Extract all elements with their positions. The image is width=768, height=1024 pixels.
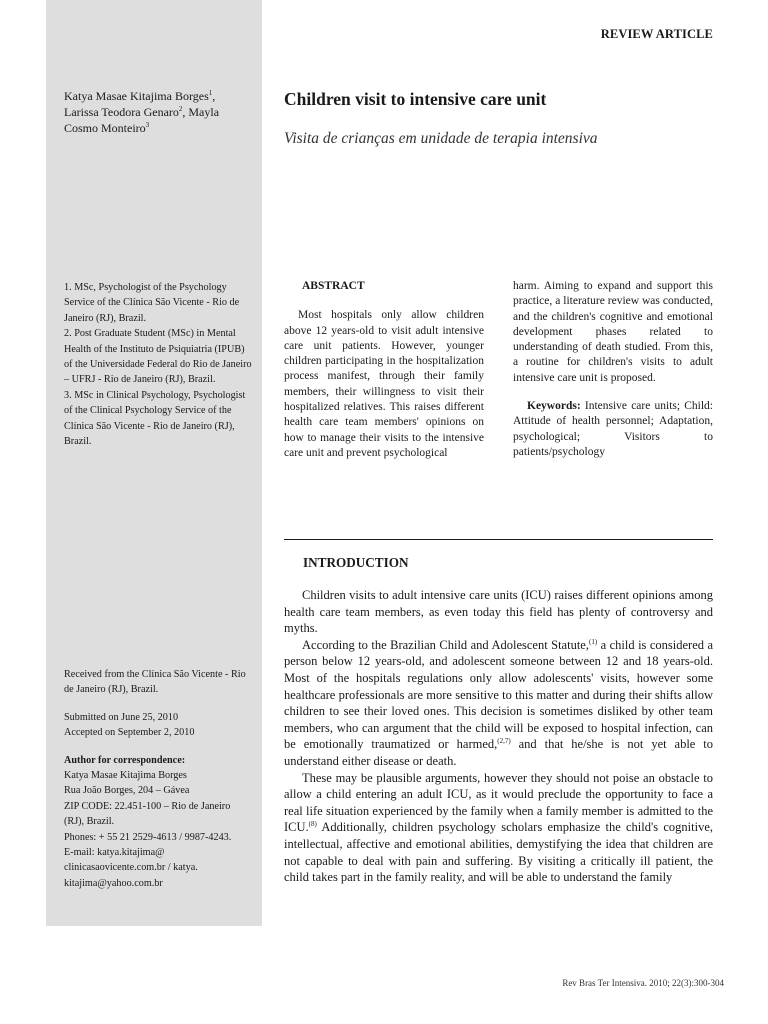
- article-type-label: REVIEW ARTICLE: [600, 27, 713, 41]
- paragraph: Children visits to adult intensive care units (ICU) raises different opinions among health care team members, as even today this field has plenty of controversy and myths.: [284, 588, 713, 636]
- affiliation-mark: 3: [145, 121, 150, 129]
- accepted-date: Accepted on September 2, 2010: [64, 727, 195, 739]
- correspondence-email: E-mail: katya.kitajima@ clinicasaovicente.com.br / katya. kitajima@yahoo.com.br: [64, 847, 198, 889]
- article-subtitle: Visita de crianças em unidade de terapia intensiva: [284, 130, 598, 147]
- affiliation-mark: 1: [208, 89, 213, 97]
- author-name: Katya Masae Kitajima Borges: [64, 89, 209, 103]
- correspondence-line: Rua João Borges, 204 – Gávea: [64, 785, 190, 797]
- abstract-text: harm. Aiming to expand and support this practice, a literature review was conducted, and the children's cognitive and emotional development phases related to understanding of death studied. From this, a routine for children's visits to adult intensive care unit is proposed.: [513, 280, 713, 384]
- paragraph: [284, 770, 713, 886]
- paragraph-text: a child is considered a person below 12 years-old, and adolescent someone between 12 and 18 years-old. Most of the hospitals regulations only allow adolescents' visits, however some healthcare professionals are more sensitive to this matter and during their shifts allow children to see their loved ones. This decision is sometimes disliked by other team members, who can argument that the child will be exposed to hospital infection, can be emotionally traumatized or harmed,: [284, 637, 714, 752]
- correspondence-line: Katya Masae Kitajima Borges: [64, 770, 187, 782]
- correspondence-label: Author for correspondence:: [64, 754, 186, 766]
- author-name: Larissa Teodora Genaro: [64, 105, 179, 119]
- introduction-body: [284, 587, 713, 886]
- article-title: Children visit to intensive care unit: [284, 89, 547, 109]
- keywords-text: Intensive care units; Child: Attitude of health personnel; Adaptation, psychological; Visitors to patients/psychology: [513, 400, 713, 458]
- paragraph-text: According to the Brazilian Child and Adolescent Statute,: [302, 637, 589, 652]
- paragraph-text: and that he/she is not yet able to understand either disease or death.: [284, 737, 713, 768]
- abstract-keywords: [513, 399, 713, 460]
- abstract-column-left: [284, 279, 484, 461]
- paragraph-text: These may be plausible arguments, however they should not poise an obstacle to allow a child entering an adult ICU, as it would preclude the opportunity to face a real life situation experienced by the family when a family member is admitted to the ICU.: [284, 770, 713, 835]
- received-from: Received from the Clínica São Vicente - Rio de Janeiro (RJ), Brazil.: [64, 669, 246, 696]
- affiliations: [64, 280, 252, 449]
- author-name: Mayla Cosmo Monteiro: [64, 105, 220, 135]
- affiliation-item: 2. Post Graduate Student (MSc) in Mental Health of the Instituto de Psiquiatria (IPUB) of the Universidade Federal do Rio de Janeiro – UFRJ - Rio de Janeiro (RJ), Brazil.: [64, 328, 252, 386]
- correspondence-line: Phones: + 55 21 2529-4613 / 9987-4243.: [64, 831, 232, 843]
- paragraph-text: Additionally, children psychology scholars emphasize the child's cognitive, intellectual, affective and emotional abilities, demystifying the idea that children are not capable to deal with pain and suffering. By visiting a critically ill patient, the child takes part in the family reality, and will be able to understand the family: [284, 820, 713, 885]
- abstract-heading: ABSTRACT: [302, 280, 365, 292]
- affiliation-mark: 2: [178, 105, 183, 113]
- article-history: [64, 667, 252, 891]
- author-separator: ,: [182, 105, 189, 119]
- introduction-heading: INTRODUCTION: [303, 555, 409, 570]
- author-separator: ,: [212, 89, 216, 103]
- journal-citation: Rev Bras Ter Intensiva. 2010; 22(3):300-304: [562, 978, 724, 988]
- author-list: [64, 88, 254, 136]
- abstract-text: Most hospitals only allow children above 12 years-old to visit adult intensive care unit patients. However, younger children participating in the hospitalization process manifest, through their family members, their willingness to visit their hospitalized relatives. This raises different health care team members' opinions on how to manage their visits to the intensive care unit and prevent psychological: [284, 309, 484, 459]
- citation-ref: (1): [588, 637, 598, 646]
- citation-ref: (8): [308, 820, 317, 829]
- section-divider: [284, 539, 713, 540]
- keywords-label: Keywords:: [527, 400, 581, 413]
- submitted-date: Submitted on June 25, 2010: [64, 711, 179, 723]
- citation-ref: (2,7): [497, 737, 511, 746]
- affiliation-item: 3. MSc in Clinical Psychology, Psychologist of the Clinical Psychology Service of the Clínica São Vicente - Rio de Janeiro (RJ), Brazil.: [64, 389, 246, 448]
- abstract-column-right: [513, 279, 713, 460]
- affiliation-item: 1. MSc, Psychologist of the Psychology Service of the Clínica São Vicente - Rio de Janeiro (RJ), Brazil.: [64, 282, 240, 324]
- paragraph: [284, 637, 713, 770]
- correspondence-line: ZIP CODE: 22.451-100 – Rio de Janeiro (RJ), Brazil.: [64, 800, 231, 828]
